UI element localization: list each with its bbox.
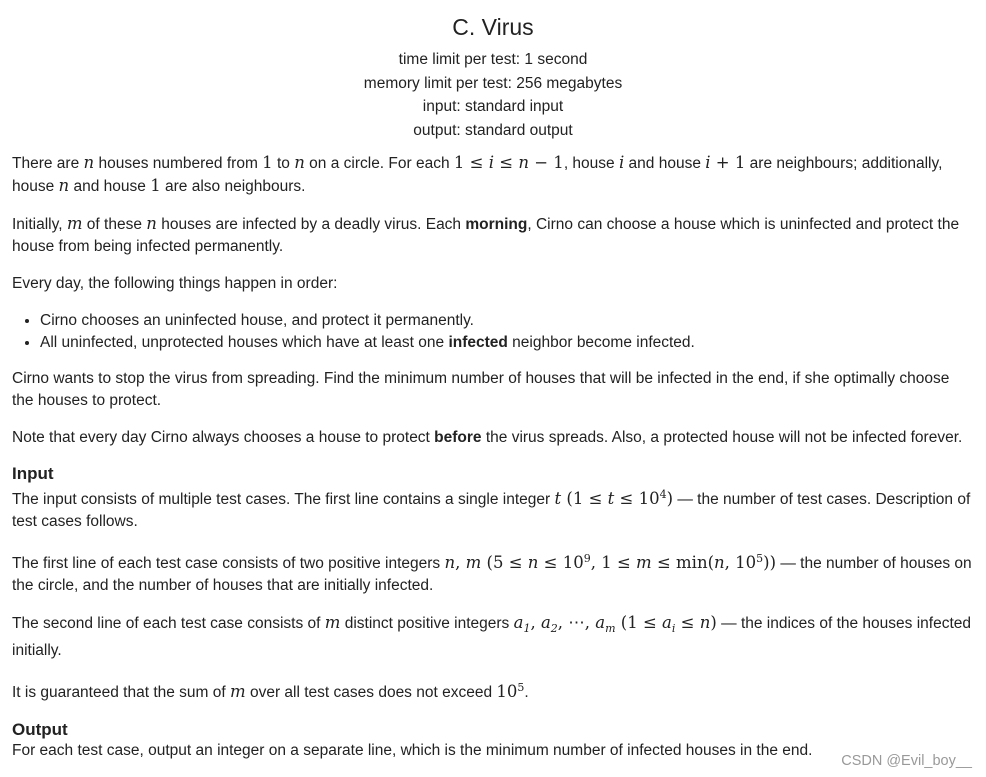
- paragraph: [12, 273, 974, 295]
- math-segment: m: [605, 622, 616, 636]
- math-segment: n: [294, 153, 305, 172]
- math-segment: i: [488, 153, 495, 172]
- steps-list: [12, 310, 974, 354]
- text-segment: Cirno wants to stop the virus from spreading. Find the minimum number of houses that will be infected in the end, if she optimally choose the houses to protect.: [12, 370, 950, 409]
- text-segment: The second line of each test case consists of: [12, 615, 325, 633]
- math-segment: t: [554, 489, 562, 509]
- math-segment: m: [324, 613, 341, 633]
- math-segment: (1 ≤: [561, 489, 608, 509]
- output-spec: output: standard output: [413, 121, 573, 139]
- math-segment: , 10: [724, 553, 757, 573]
- math-segment: m: [230, 682, 246, 702]
- paragraph: [12, 213, 974, 258]
- text-segment: are neighbours; additionally, house: [12, 155, 943, 195]
- text-segment: of these: [82, 216, 147, 233]
- math-segment: (1 ≤: [615, 613, 663, 633]
- list-item: [40, 332, 974, 354]
- math-segment: a: [513, 613, 524, 633]
- text-segment: — the indices of the houses infected initially.: [12, 615, 972, 660]
- text-segment: houses numbered from: [94, 155, 263, 172]
- bold-text: before: [434, 429, 482, 446]
- math-segment: 1 ≤: [453, 153, 489, 172]
- paragraph: [12, 368, 974, 412]
- math-segment: 5: [517, 681, 525, 695]
- math-segment: + 1: [710, 153, 746, 172]
- problem-header: [0, 0, 986, 142]
- text-segment: and house: [69, 178, 151, 195]
- math-segment: 1: [150, 176, 161, 195]
- problem-statement: [0, 152, 986, 762]
- paragraph: [12, 152, 974, 198]
- text-segment: — the number of test cases. Description of test cases follows.: [12, 491, 971, 531]
- math-segment: 2: [550, 622, 558, 636]
- text-segment: Every day, the following things happen in order:: [12, 275, 338, 292]
- paragraph: [12, 740, 974, 762]
- text-segment: The first line of each test case consists of two positive integers: [12, 555, 445, 573]
- text-segment: — the number of houses on the circle, and the number of houses that are initially infected.: [12, 555, 972, 595]
- memory-limit: memory limit per test: 256 megabytes: [363, 74, 623, 92]
- math-segment: − 1: [528, 153, 564, 172]
- math-segment: 1: [262, 153, 273, 172]
- text-segment: to: [272, 155, 295, 172]
- text-segment: houses are infected by a deadly virus. Each: [156, 216, 466, 233]
- text-segment: neighbor become infected.: [507, 334, 695, 351]
- math-segment: n: [146, 214, 157, 233]
- math-segment: (5 ≤: [481, 553, 528, 573]
- math-segment: n: [714, 553, 725, 573]
- text-segment: the virus spreads. Also, a protected house will not be infected forever.: [481, 429, 963, 446]
- text-segment: There are: [12, 155, 84, 172]
- paragraph: [12, 548, 974, 597]
- list-item: [40, 310, 974, 332]
- text-segment: are also neighbours.: [160, 178, 306, 195]
- math-segment: ): [666, 489, 674, 509]
- math-segment: 1: [523, 622, 531, 636]
- paragraph: [12, 677, 974, 704]
- math-segment: m: [636, 553, 652, 573]
- watermark: CSDN @Evil_boy__: [841, 753, 972, 769]
- text-segment: Cirno chooses an uninfected house, and protect it permanently.: [40, 312, 474, 329]
- section-title-output: Output: [12, 719, 68, 739]
- text-segment: For each test case, output an integer on a separate line, which is the minimum number of infected houses in the end.: [12, 741, 813, 759]
- math-segment: m: [66, 214, 83, 233]
- math-segment: a: [662, 613, 672, 633]
- math-segment: a: [595, 613, 606, 633]
- math-segment: t: [607, 489, 615, 509]
- text-segment: The input consists of multiple test cases. The first line contains a single integer: [12, 491, 555, 509]
- math-segment: ≤: [494, 153, 519, 172]
- math-segment: i: [671, 622, 676, 636]
- text-segment: distinct positive integers: [340, 615, 514, 633]
- text-segment: and house: [624, 155, 706, 172]
- text-segment: over all test cases does not exceed: [245, 684, 497, 702]
- section-title-input: Input: [12, 464, 54, 483]
- text-segment: on a circle. For each: [304, 155, 454, 172]
- math-segment: ≤: [675, 613, 700, 633]
- text-segment: Initially,: [12, 216, 67, 233]
- math-segment: 5: [756, 552, 764, 566]
- math-segment: a: [540, 613, 551, 633]
- math-segment: ≤ 10: [614, 489, 660, 509]
- paragraph: [12, 427, 974, 449]
- problem-title: C. Virus: [452, 14, 534, 40]
- math-segment: ,: [455, 553, 466, 573]
- math-segment: , 1 ≤: [590, 553, 637, 573]
- math-segment: , ⋯,: [557, 613, 596, 633]
- math-segment: ): [710, 613, 717, 633]
- math-segment: )): [763, 553, 777, 573]
- paragraph: [12, 484, 974, 533]
- math-segment: n: [58, 176, 70, 195]
- text-segment: All uninfected, unprotected houses which have at least one: [40, 334, 449, 351]
- text-segment: It is guaranteed that the sum of: [12, 684, 230, 702]
- text-segment: Note that every day Cirno always chooses a house to protect: [12, 429, 435, 446]
- bold-text: infected: [448, 334, 508, 351]
- math-segment: ,: [530, 613, 541, 633]
- math-segment: n: [699, 613, 711, 633]
- math-segment: n: [518, 153, 529, 172]
- text-segment: , house: [563, 155, 619, 172]
- math-segment: m: [465, 553, 482, 573]
- math-segment: ≤ min(: [651, 553, 715, 573]
- math-segment: ≤ 10: [538, 553, 584, 573]
- math-segment: i: [705, 153, 711, 172]
- input-spec: input: standard input: [422, 98, 564, 115]
- math-segment: 4: [659, 488, 667, 501]
- math-segment: 9: [583, 552, 591, 566]
- text-segment: , Cirno can choose a house which is uninfected and protect the house from being infected permanently.: [12, 216, 960, 255]
- math-segment: n: [444, 553, 456, 573]
- bold-text: morning: [465, 216, 528, 233]
- math-segment: 10: [496, 682, 518, 702]
- math-segment: i: [618, 153, 625, 172]
- math-segment: n: [83, 153, 95, 172]
- time-limit: time limit per test: 1 second: [398, 51, 588, 68]
- math-segment: n: [527, 553, 539, 573]
- text-segment: .: [524, 684, 529, 702]
- paragraph: [12, 612, 974, 662]
